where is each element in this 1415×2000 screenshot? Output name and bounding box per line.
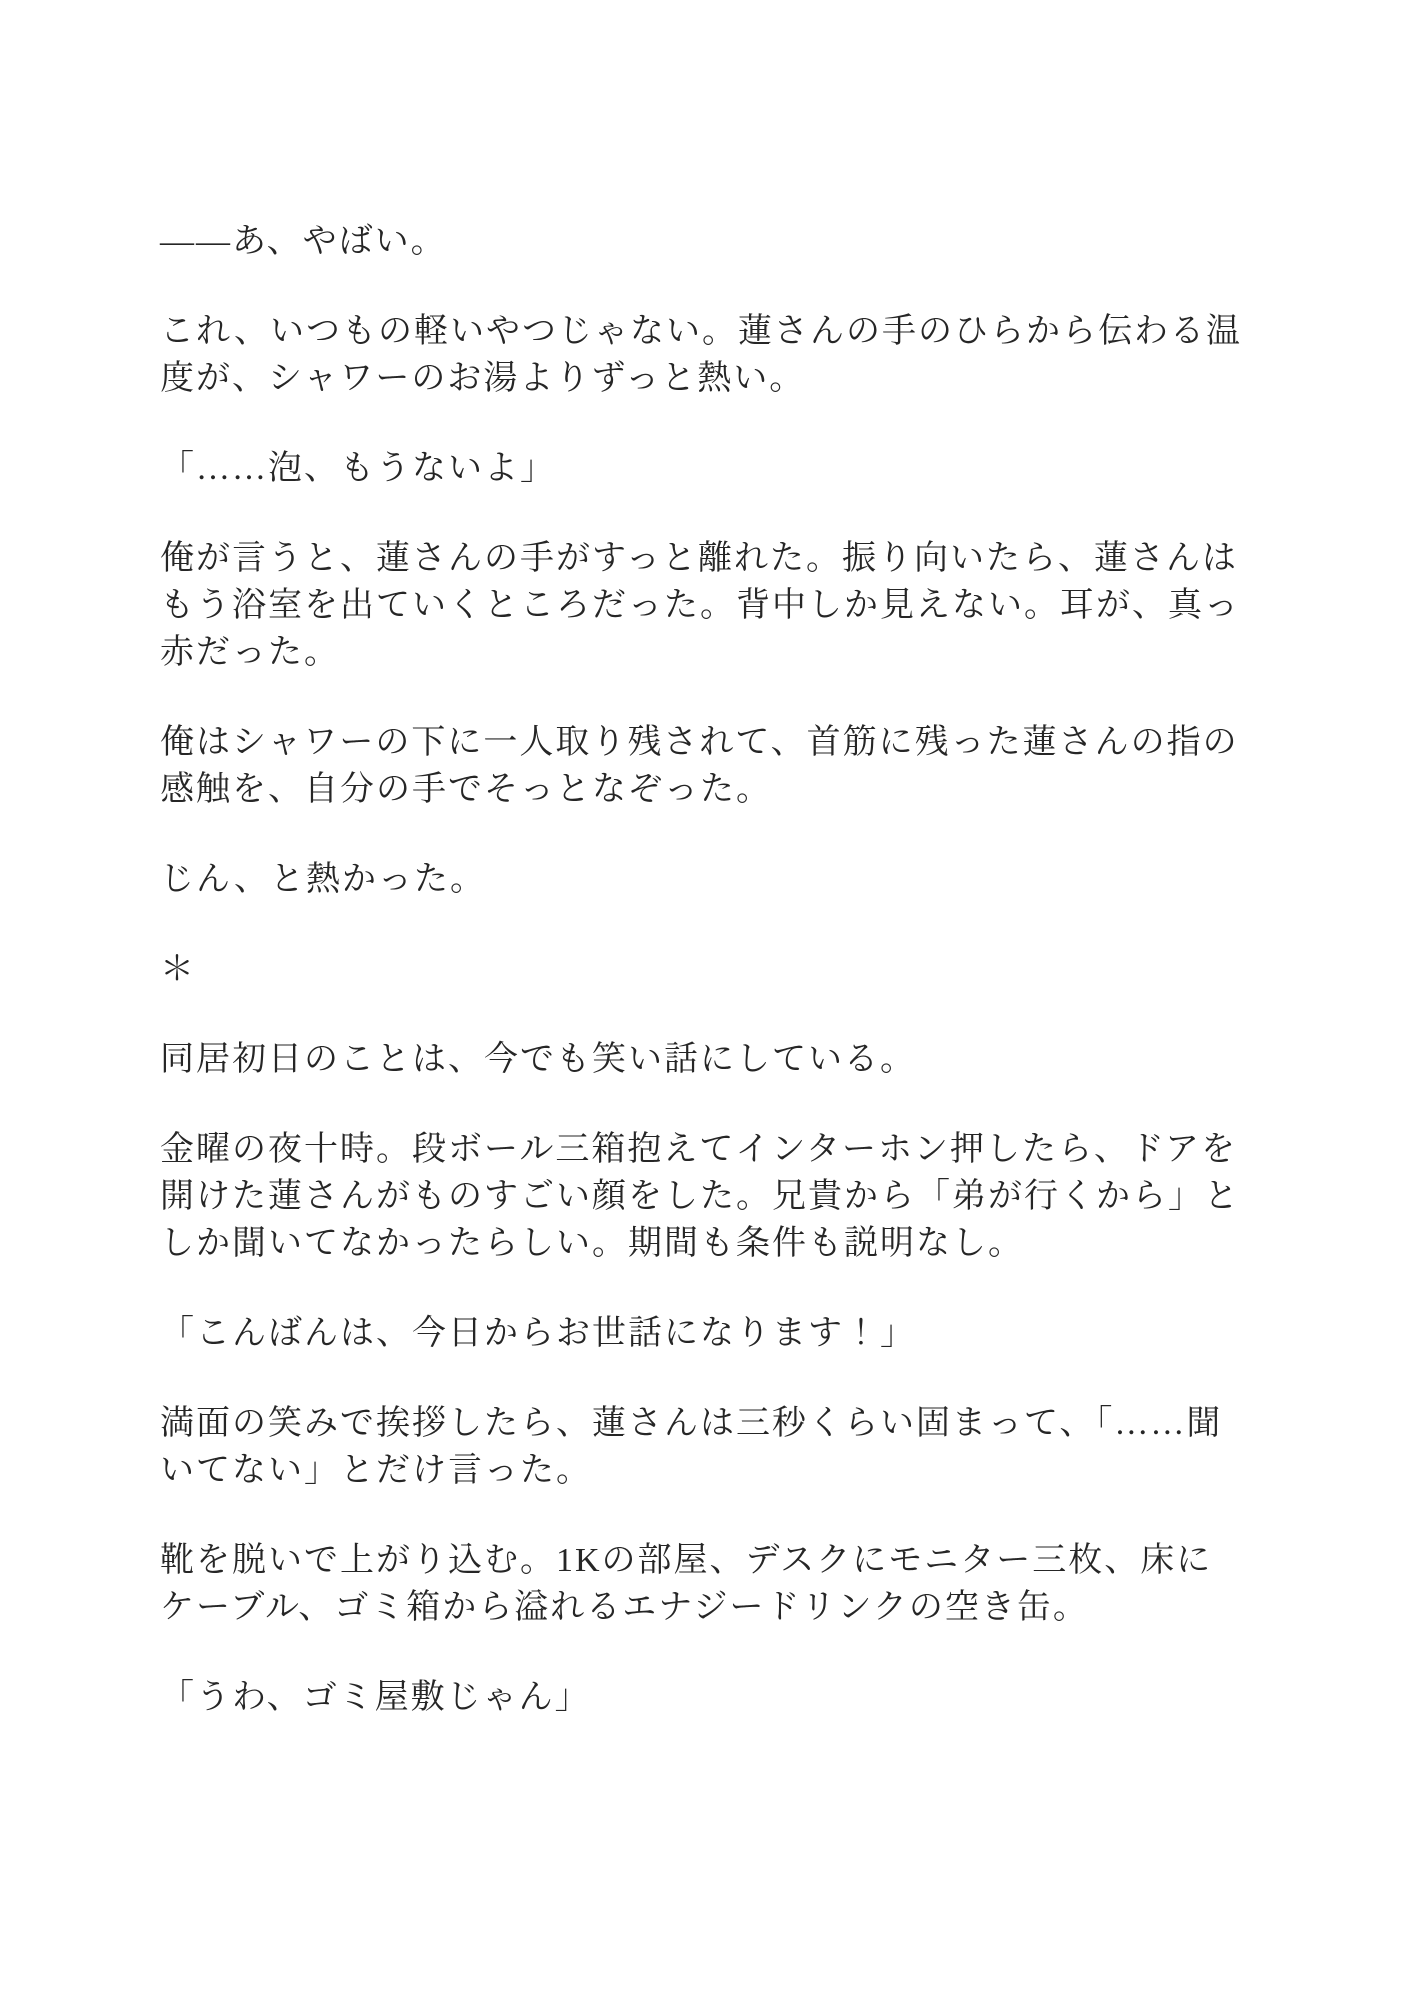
paragraph bbox=[160, 1537, 1275, 1631]
text-body bbox=[160, 218, 1275, 1764]
text-line: 「こんばんは、今日からお世話になります！」 bbox=[160, 1315, 916, 1352]
paragraph-dialogue bbox=[160, 1674, 1275, 1721]
paragraph bbox=[160, 218, 1275, 265]
text-line: これ、いつもの軽いやつじゃない。蓮さんの手のひらから伝わる温 bbox=[160, 313, 1243, 350]
text-line: 度が、シャワーのお湯よりずっと熱い。 bbox=[160, 360, 806, 397]
text-line: 開けた蓮さんがものすごい顔をした。兄貴から「弟が行くから」と bbox=[160, 1178, 1240, 1215]
paragraph bbox=[160, 1400, 1275, 1494]
text-line: ケーブル、ゴミ箱から溢れるエナジードリンクの空き缶。 bbox=[160, 1589, 1089, 1626]
paragraph bbox=[160, 1036, 1275, 1083]
text-line: じん、と熱かった。 bbox=[160, 861, 487, 898]
text-line: ——あ、やばい。 bbox=[160, 223, 447, 260]
paragraph bbox=[160, 1126, 1275, 1267]
text-line: 「……泡、もうないよ」 bbox=[160, 450, 556, 487]
paragraph-dialogue bbox=[160, 1310, 1275, 1357]
paragraph bbox=[160, 535, 1275, 676]
text-line: もう浴室を出ていくところだった。背中しか見えない。耳が、真っ bbox=[160, 587, 1240, 624]
text-line: 満面の笑みで挨拶したら、蓮さんは三秒くらい固まって、「……聞 bbox=[160, 1405, 1223, 1442]
text-line: 「うわ、ゴミ屋敷じゃん」 bbox=[160, 1679, 591, 1716]
text-line: しか聞いてなかったらしい。期間も条件も説明なし。 bbox=[160, 1225, 1024, 1262]
text-line: 金曜の夜十時。段ボール三箱抱えてインターホン押したら、ドアを bbox=[160, 1131, 1237, 1168]
paragraph bbox=[160, 856, 1275, 903]
text-line: 同居初日のことは、今でも笑い話にしている。 bbox=[160, 1041, 916, 1078]
scene-divider bbox=[160, 946, 1275, 993]
paragraph-dialogue bbox=[160, 445, 1275, 492]
text-line: ＊ bbox=[160, 951, 196, 988]
paragraph bbox=[160, 719, 1275, 813]
text-line: いてない」とだけ言った。 bbox=[160, 1452, 592, 1489]
text-line: 感触を、自分の手でそっとなぞった。 bbox=[160, 771, 772, 808]
text-line: 俺が言うと、蓮さんの手がすっと離れた。振り向いたら、蓮さんは bbox=[160, 540, 1238, 577]
text-line: 俺はシャワーの下に一人取り残されて、首筋に残った蓮さんの指の bbox=[160, 724, 1239, 761]
text-line: 靴を脱いで上がり込む。1Kの部屋、デスクにモニター三枚、床に bbox=[160, 1542, 1213, 1579]
paragraph bbox=[160, 308, 1275, 402]
text-line: 赤だった。 bbox=[160, 634, 340, 671]
